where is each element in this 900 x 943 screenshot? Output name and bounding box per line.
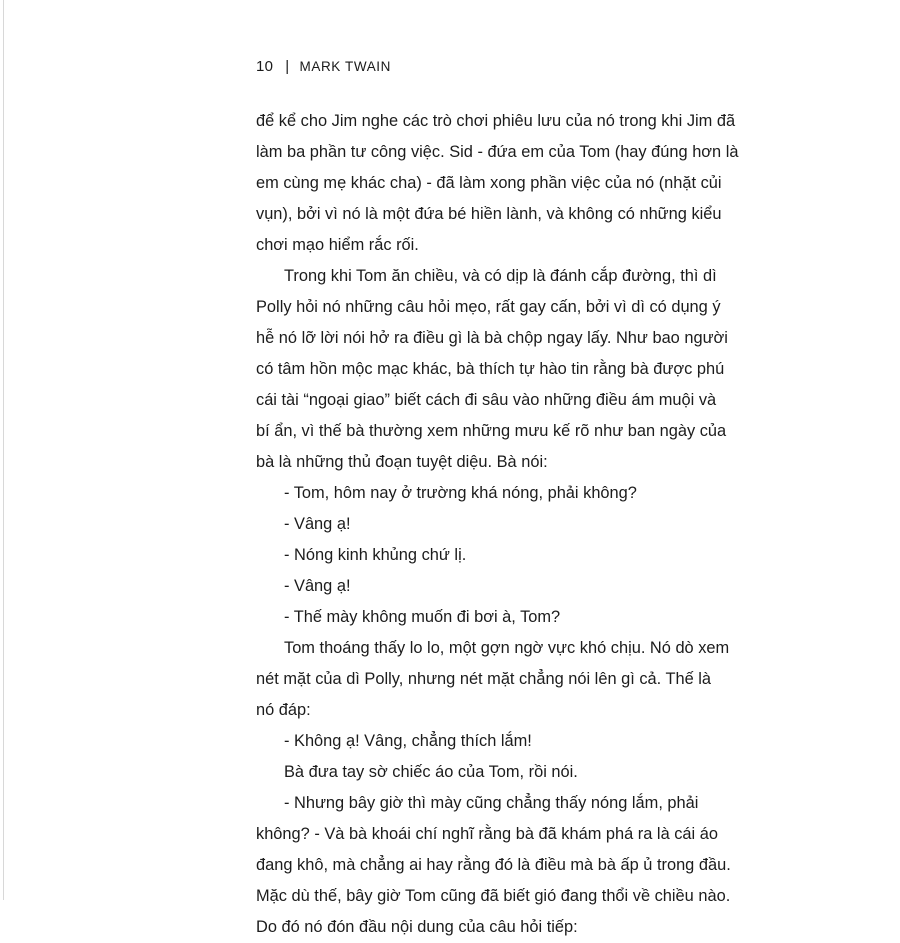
dialogue-line: - Không ạ! Vâng, chẳng thích lắm! [284,732,532,750]
dialogue-line: - Thế mày không muốn đi bơi à, Tom? [284,608,561,626]
author-name: MARK TWAIN [299,59,392,74]
header-separator: | [285,58,290,75]
text-line: chơi mạo hiểm rắc rối. [256,236,419,254]
running-header [256,58,391,75]
text-line: em cùng mẹ khác cha) - đã làm xong phần việc của nó (nhặt củi [256,174,722,192]
text-line: không? - Và bà khoái chí nghĩ rằng bà đã khám phá ra là cái áo [256,825,718,843]
dialogue-line: - Vâng ạ! [284,515,351,533]
text-line: Polly hỏi nó những câu hỏi mẹo, rất gay cấn, bởi vì dì có dụng ý [256,298,721,316]
text-line: có tâm hồn mộc mạc khác, bà thích tự hào tin rằng bà được phú [256,360,725,378]
text-line: hễ nó lỡ lời nói hở ra điều gì là bà chộp ngay lấy. Như bao người [256,329,728,347]
text-line: cái tài “ngoại giao” biết cách đi sâu vào những điều ám muội và [256,391,717,409]
dialogue-line: - Vâng ạ! [284,577,351,595]
text-line: Bà đưa tay sờ chiếc áo của Tom, rồi nói. [284,763,578,781]
text-line: bà là những thủ đoạn tuyệt diệu. Bà nói: [256,453,548,471]
text-line: Tom thoáng thấy lo lo, một gợn ngờ vực khó chịu. Nó dò xem [284,639,730,657]
text-line: đang khô, mà chẳng ai hay rằng đó là điều mà bà ấp ủ trong đầu. [256,856,731,874]
dialogue-line: - Nóng kinh khủng chứ lị. [284,546,467,564]
body-text [256,106,739,943]
text-line: làm ba phần tư công việc. Sid - đứa em của Tom (hay đúng hơn là [256,143,739,161]
text-line: Trong khi Tom ăn chiều, và có dịp là đánh cắp đường, thì dì [284,267,717,285]
text-line: bí ẩn, vì thế bà thường xem những mưu kế rõ như ban ngày của [256,422,727,440]
text-line: nét mặt của dì Polly, nhưng nét mặt chẳng nói lên gì cả. Thế là [256,670,712,688]
dialogue-line: - Nhưng bây giờ thì mày cũng chẳng thấy nóng lắm, phải [284,794,699,812]
text-line: vụn), bởi vì nó là một đứa bé hiền lành, và không có những kiểu [256,205,722,223]
text-line: Mặc dù thế, bây giờ Tom cũng đã biết gió đang thổi về chiều nào. [256,887,731,905]
page-edge [3,0,4,900]
dialogue-line: - Tom, hôm nay ở trường khá nóng, phải không? [284,484,637,502]
text-line: Do đó nó đón đầu nội dung của câu hỏi tiếp: [256,918,578,936]
text-line: nó đáp: [256,701,311,719]
page-number: 10 [256,58,274,75]
text-line: để kể cho Jim nghe các trò chơi phiêu lưu của nó trong khi Jim đã [256,112,736,130]
